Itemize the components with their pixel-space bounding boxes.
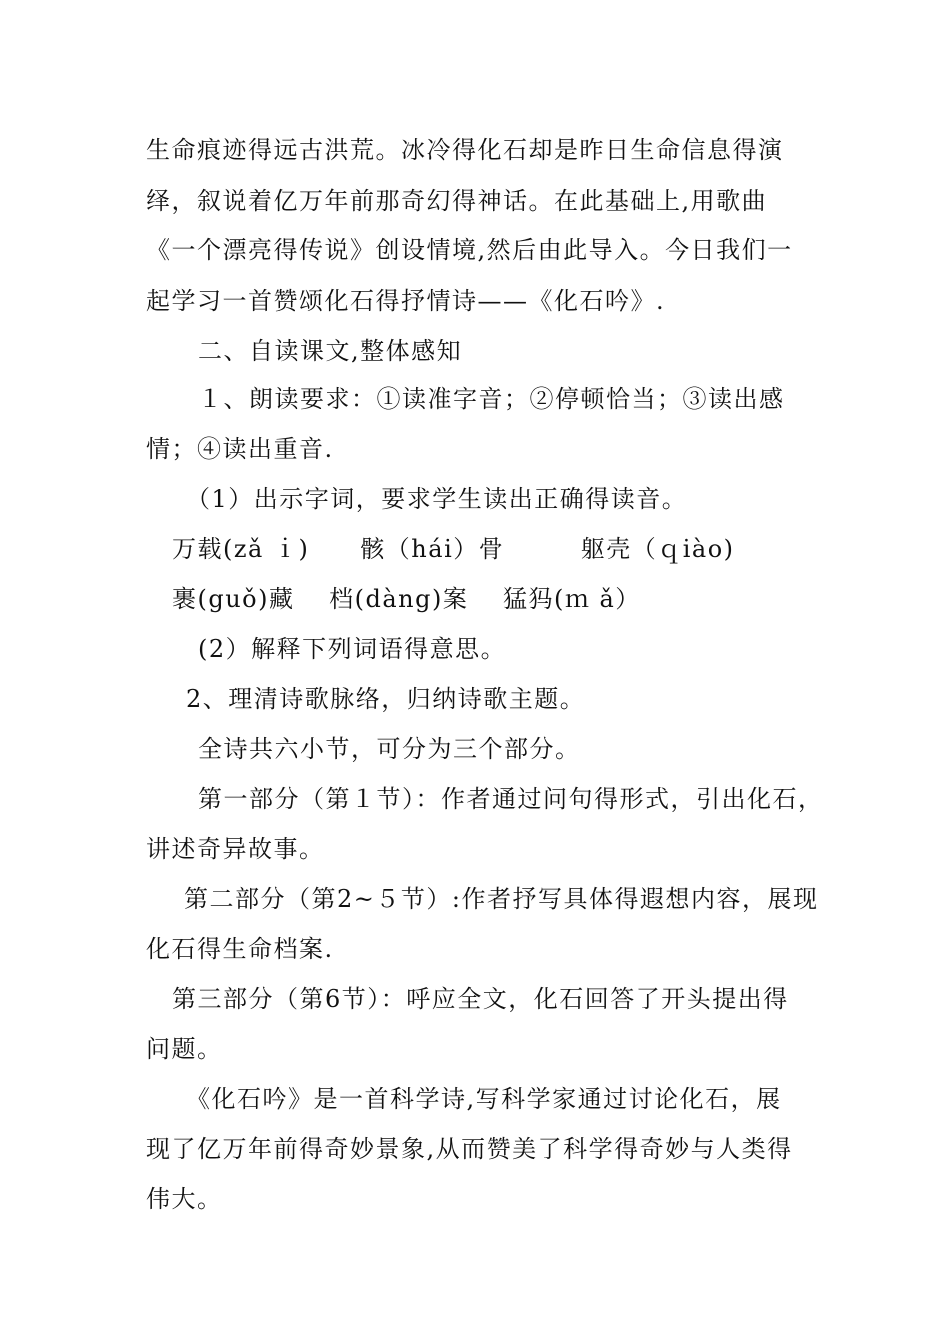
pinyin-line-1: 万载(zǎ ｉ) 骸（hái）骨 躯壳（ｑiào) — [172, 535, 735, 563]
text-line-16: 第二部分（第2~５节）:作者抒写具体得遐想内容，展现 — [184, 885, 819, 913]
text-line-17: 化石得生命档案. — [146, 935, 334, 963]
text-line-12: 2、理清诗歌脉络，归纳诗歌主题。 — [186, 685, 586, 713]
text-line-20: 《化石吟》是一首科学诗,写科学家通过讨论化石，展 — [186, 1085, 782, 1113]
text-line-13: 全诗共六小节，可分为三个部分。 — [198, 735, 581, 763]
text-line-19: 问题。 — [146, 1035, 223, 1063]
text-line-22: 伟大。 — [146, 1185, 223, 1213]
text-line-11: (2）解释下列词语得意思。 — [198, 635, 507, 663]
text-line-4: 起学习一首赞颂化石得抒情诗——《化石吟》. — [146, 287, 666, 315]
text-line-8: （1）出示字词，要求学生读出正确得读音。 — [186, 485, 688, 513]
text-line-6: １、朗读要求：①读准字音；②停顿恰当；③读出感 — [198, 385, 785, 413]
text-line-2: 绎，叙说着亿万年前那奇幻得神话。在此基础上,用歌曲 — [146, 187, 768, 215]
text-line-7: 情；④读出重音. — [146, 435, 334, 463]
text-line-1: 生命痕迹得远古洪荒。冰冷得化石却是昨日生命信息得演 — [146, 136, 784, 164]
text-line-14: 第一部分（第１节）：作者通过问句得形式，引出化石， — [198, 785, 824, 813]
text-line-3: 《一个漂亮得传说》创设情境,然后由此导入。今日我们一 — [146, 236, 793, 264]
text-line-18: 第三部分（第6节）：呼应全文，化石回答了开头提出得 — [172, 985, 789, 1013]
text-line-15: 讲述奇异故事。 — [146, 835, 325, 863]
text-line-21: 现了亿万年前得奇妙景象,从而赞美了科学得奇妙与人类得 — [146, 1135, 793, 1163]
section-heading: 二、自读课文,整体感知 — [198, 337, 463, 365]
pinyin-line-2: 裹(guǒ)藏 档(dàng)案 猛犸(ｍ ǎ） — [172, 585, 641, 613]
